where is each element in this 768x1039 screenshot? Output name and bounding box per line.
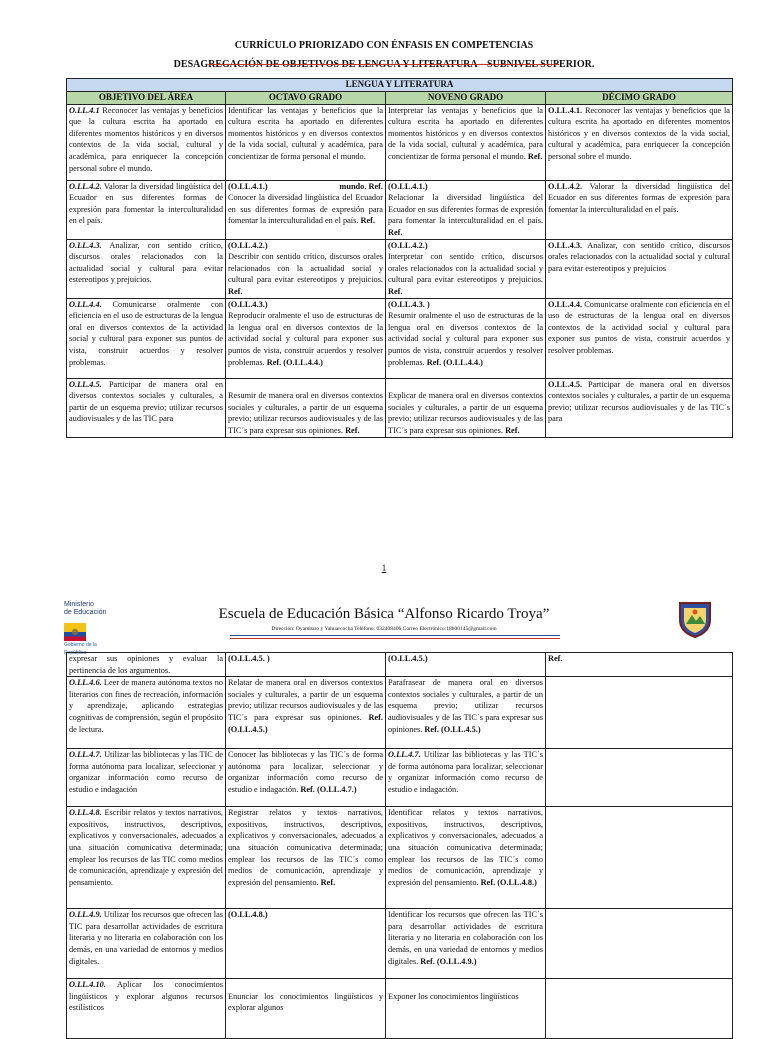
ministry-line1: Ministerio bbox=[64, 601, 94, 608]
document-title: CURRÍCULO PRIORIZADO CON ÉNFASIS EN COMPETENCIAS bbox=[234, 40, 534, 51]
subject-band: LENGUA Y LITERATURA bbox=[67, 79, 733, 92]
table-row bbox=[67, 180, 733, 239]
subtitle-struck-text: REGACIÓN DE OBJETIVOS DE LENGUA Y LITERATURA – SUBNIVEL SUP bbox=[208, 59, 560, 70]
area-objective-cell: O.LL.4.10. Aplicar los conocimientos lingüísticos y explorar algunos recursos estilísticos bbox=[67, 979, 226, 1039]
header-area-objective: OBJETIVO DEL ÁREA bbox=[67, 92, 226, 105]
eighth-grade-cell: (O.LL.4.1.) mundo. Ref. Conocer la diversidad lingüística del Ecuador en sus diferentes formas de expresión para fomentar la interculturalidad en el país. Ref. bbox=[226, 180, 386, 239]
area-objective-cell: O.LL.4.3. Analizar, con sentido crítico, discursos orales relacionados con la actualidad social y cultural para evitar estereotipos y prejuicios. bbox=[67, 239, 226, 298]
eighth-grade-cell: (O.LL.4.3.) Reproducir oralmente el uso de estructuras de la lengua oral en diversos contextos de la actividad social y cultural para exponer sus puntos de vista, construir acuerdos y resolver problemas. Ref. (O.LL.4.4.) bbox=[226, 298, 386, 378]
ninth-grade-cell: Parafrasear de manera oral en diversos contextos sociales y culturales, a partir de un esquema previo; utilizar recursos audiovisuales y de las TIC´s para expresar sus opiniones. Ref. (O.LL.4.5.) bbox=[386, 677, 546, 749]
tenth-grade-cell bbox=[546, 677, 733, 749]
eighth-grade-cell: Relatar de manera oral en diversos contextos sociales y culturales, a partir de un esquema previo; utilizar recursos audiovisuales y de las TIC´s para expresar sus opiniones. Ref. (O.LL.4.5.) bbox=[226, 677, 386, 749]
table-row bbox=[67, 979, 733, 1039]
eighth-grade-cell: (O.LL.4.5. ) bbox=[226, 653, 386, 677]
area-objective-cell: O.LL.4.7. Utilizar las bibliotecas y las TIC de forma autónoma para localizar, seleccionar y organizar información como recurso de estudio e indagación bbox=[67, 749, 226, 807]
header-eighth-grade: OCTAVO GRADO bbox=[226, 92, 386, 105]
header-divider-red bbox=[230, 638, 560, 639]
tenth-grade-cell: O.LL.4.2. Valorar la diversidad lingüística del Ecuador en sus diferentes formas de expresión para fomentar la interculturalidad en el país. bbox=[546, 180, 733, 239]
school-crest-icon bbox=[678, 600, 712, 638]
area-objective-cell: O.LL.4.1 Reconocer las ventajas y beneficios que la cultura escrita ha aportado en diferentes momentos históricos y en diversos contextos de la vida social, cultural y académica, para enriquecer la concepción personal sobre el mundo. bbox=[67, 104, 226, 180]
ninth-grade-cell: Identificar los recursos que ofrecen las TIC´s para desarrollar actividades de escritura literaria y no literaria en colaboración con los demás, en una variedad de entornos y medios digitales. Ref. (O.LL.4.9.) bbox=[386, 909, 546, 979]
document-subtitle bbox=[0, 59, 768, 70]
school-address: Dirección: Oyambaro y Yahuarcocha Teléfono: 032408406 Correo Electrónico:18h00145@gmail.com bbox=[271, 626, 497, 632]
eighth-grade-cell: Conocer las bibliotecas y las TIC´s de forma autónoma para localizar, seleccionar y organizar información como recurso de estudio e indagación. Ref. (O.LL.4.7.) bbox=[226, 749, 386, 807]
objectives-table-page1 bbox=[66, 78, 733, 438]
eighth-grade-cell: Enunciar los conocimientos lingüísticos y explorar algunos bbox=[226, 979, 386, 1039]
subtitle-end: ERIOR. bbox=[559, 59, 595, 70]
ninth-grade-cell: (O.LL.4.1.) Relacionar la diversidad lingüística del Ecuador en sus diferentes formas de expresión para fomentar la interculturalidad en el país. Ref. bbox=[386, 180, 546, 239]
header-ninth-grade: NOVENO GRADO bbox=[386, 92, 546, 105]
ninth-grade-cell: Identificar relatos y textos narrativos, expositivos, instructivos, descriptivos, explicativos y conversacionales, adecuados a una situación comunicativa determinada; emplear los recursos de las TIC´s como medios de comunicación, aprendizaje y expresión del pensamiento. Ref. (O.LL.4.8.) bbox=[386, 807, 546, 909]
ninth-grade-cell: Interpretar las ventajas y beneficios que la cultura escrita ha aportado en diferentes momentos históricos y en diversos contextos de la vida social, cultural y académica, para concientizar de forma personal el mundo. Ref. bbox=[386, 104, 546, 180]
tenth-grade-cell bbox=[546, 749, 733, 807]
table-row bbox=[67, 807, 733, 909]
table-row bbox=[67, 104, 733, 180]
subtitle-start: DESAG bbox=[173, 59, 209, 70]
page-number: 1 bbox=[381, 563, 387, 573]
table-row bbox=[67, 298, 733, 378]
tenth-grade-cell: O.LL.4.5. Participar de manera oral en diversos contextos sociales y culturales, a partir de un esquema previo; utilizar recursos audiovisuales y de las TIC´s para bbox=[546, 378, 733, 437]
tenth-grade-cell: O.LL.4.4. Comunicarse oralmente con eficiencia en el uso de estructuras de la lengua oral en diversos contextos de la actividad social y cultural para exponer sus puntos de vista, construir acuerdos y resolver problemas. bbox=[546, 298, 733, 378]
ninth-grade-cell: (O.LL.4.3. ) Resumir oralmente el uso de estructuras de la lengua oral en diversos contextos de la actividad social y cultural para exponer sus puntos de vista, construir acuerdos y resolver problemas. Ref. (O.LL.4.4.) bbox=[386, 298, 546, 378]
ecuador-shield-icon bbox=[64, 623, 86, 641]
area-objective-cell: O.LL.4.4. Comunicarse oralmente con eficiencia en el uso de estructuras de la lengua oral en diversos contextos de la actividad social y cultural para exponer sus puntos de vista, construir acuerdos y resolver problemas. bbox=[67, 298, 226, 378]
area-objective-cell: O.LL.4.5. Participar de manera oral en diversos contextos sociales y culturales, a partir de un esquema previo; utilizar recursos audiovisuales y de las TIC para bbox=[67, 378, 226, 437]
area-objective-cell: expresar sus opiniones y evaluar la pertinencia de los argumentos. bbox=[67, 653, 226, 677]
ninth-grade-cell: Exponer los conocimientos lingüísticos bbox=[386, 979, 546, 1039]
tenth-grade-cell: O.LL.4.3. Analizar, con sentido crítico, discursos orales relacionados con la actualidad social y cultural para evitar estereotipos y prejuicios bbox=[546, 239, 733, 298]
tenth-grade-cell: Ref. bbox=[546, 653, 733, 677]
table-row bbox=[67, 378, 733, 437]
table-row bbox=[67, 677, 733, 749]
eighth-grade-cell: Resumir de manera oral en diversos contextos sociales y culturales, a partir de un esquema previo; utilizar recursos audiovisuales y de las TIC´s para expresar sus opiniones. Ref. bbox=[226, 378, 386, 437]
ninth-grade-cell: (O.LL.4.5.) bbox=[386, 653, 546, 677]
tenth-grade-cell bbox=[546, 807, 733, 909]
government-logo-text: Gobierno de la República bbox=[64, 642, 97, 656]
tenth-grade-cell bbox=[546, 909, 733, 979]
header-tenth-grade: DÉCIMO GRADO bbox=[546, 92, 733, 105]
ministry-logo bbox=[64, 601, 116, 656]
header-divider-blue bbox=[230, 635, 560, 636]
table-row bbox=[67, 909, 733, 979]
ninth-grade-cell: (O.LL.4.2.) Interpretar con sentido crítico, discursos orales relacionados con la actualidad social y cultural para evitar estereotipos y prejuicios. Ref. bbox=[386, 239, 546, 298]
school-name: Escuela de Educación Básica “Alfonso Ricardo Troya” bbox=[218, 606, 550, 622]
objectives-table-page2 bbox=[66, 652, 733, 1039]
area-objective-cell: O.LL.4.9. Utilizar los recursos que ofrecen las TIC para desarrollar actividades de escritura literaria y no literaria en colaboración con los demás, en una variedad de entornos y medios digitales. bbox=[67, 909, 226, 979]
table-row bbox=[67, 239, 733, 298]
ninth-grade-cell: Explicar de manera oral en diversos contextos sociales y culturales, a partir de un esquema previo; utilizar recursos audiovisuales y de las TIC´s para expresar sus opiniones. Ref. bbox=[386, 378, 546, 437]
tenth-grade-cell: O.LL.4.1. Reconocer las ventajas y beneficios que la cultura escrita ha aportado en diferentes momentos históricos y en diversos contextos de la vida social, cultural y académica, para enriquecer la concepción personal sobre el mundo. bbox=[546, 104, 733, 180]
eighth-grade-cell: (O.LL.4.8.) bbox=[226, 909, 386, 979]
area-objective-cell: O.LL.4.6. Leer de manera autónoma textos no literarios con fines de recreación, información y aprendizaje, aplicando estrategias cognitivas de comprensión, según el propósito de lectura. bbox=[67, 677, 226, 749]
eighth-grade-cell: Registrar relatos y textos narrativos, expositivos, instructivos, descriptivos, explicativos y conversacionales, adecuados a una situación comunicativa determinada; emplear los recursos de las TIC´s como medios de comunicación, aprendizaje y expresión del pensamiento. Ref. bbox=[226, 807, 386, 909]
eighth-grade-cell: (O.LL.4.2.) Describir con sentido crítico, discursos orales relacionados con la actualidad social y cultural para evitar estereotipos y prejuicios. Ref. bbox=[226, 239, 386, 298]
area-objective-cell: O.LL.4.8. Escribir relatos y textos narrativos, expositivos, instructivos, descriptivos, explicativos y conversacionales, adecuados a una situación comunicativa determinada; emplear los recursos de las TIC como medios de comunicación, aprendizaje y expresión del pensamiento. bbox=[67, 807, 226, 909]
table-row bbox=[67, 653, 733, 677]
area-objective-cell: O.LL.4.2. Valorar la diversidad lingüística del Ecuador en sus diferentes formas de expresión para fomentar la interculturalidad en el país. bbox=[67, 180, 226, 239]
tenth-grade-cell bbox=[546, 979, 733, 1039]
ninth-grade-cell: O.LL.4.7. Utilizar las bibliotecas y las TIC´s de forma autónoma para localizar, seleccionar y organizar información como recurso de estudio e indagación. bbox=[386, 749, 546, 807]
eighth-grade-cell: Identificar las ventajas y beneficios que la cultura escrita ha aportado en diferentes momentos históricos y en diversos contextos de la vida social, cultural y académica, para concientizar de forma personal el mundo. bbox=[226, 104, 386, 180]
ministry-line2: de Educación bbox=[64, 609, 107, 616]
table-row bbox=[67, 749, 733, 807]
